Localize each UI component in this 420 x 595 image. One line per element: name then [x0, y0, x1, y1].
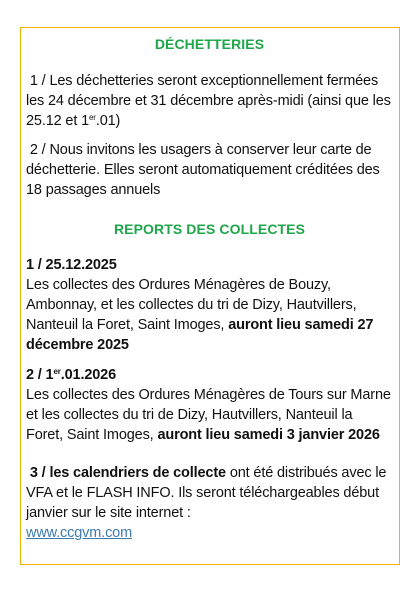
reports-item-3 — [26, 463, 393, 543]
item-text: Les collectes des Ordures Ménagères de Tours sur Marne et les collectes du tri de Dizy, Hautvillers, Nanteuil la Foret, Saint Imoges, — [26, 387, 391, 443]
superscript: er — [53, 367, 61, 376]
item-number: 2 / — [29, 142, 46, 158]
item-date: auront lieu samedi 3 janvier 2026 — [157, 427, 380, 443]
notice-content — [26, 35, 393, 543]
reports-title: REPORTS DES COLLECTES — [113, 221, 306, 237]
item-number: 1 / — [29, 73, 46, 89]
notice-frame — [20, 27, 400, 565]
dechetteries-item-2 — [26, 140, 393, 200]
item-text-end: .01) — [95, 113, 121, 129]
item-text: ont été distribués avec le VFA et le FLASH INFO. Ils seront téléchargeables début janvier sur le site internet : — [26, 465, 387, 521]
reports-item-2 — [26, 365, 393, 445]
dechetteries-item-1 — [26, 71, 393, 131]
item-heading: 1 / 25.12.2025 — [26, 257, 117, 273]
superscript: er — [89, 113, 96, 122]
item-text: Les collectes des Ordures Ménagères de Bouzy, Ambonnay, et les collectes du tri de Dizy, Hautvillers, Nanteuil la Foret, Saint Imoges, — [26, 277, 357, 333]
item-heading-end: .01.2026 — [60, 367, 116, 383]
website-link[interactable]: www.ccgvm.com — [26, 525, 133, 541]
item-date: auront lieu samedi 27 décembre 2025 — [26, 317, 374, 353]
dechetteries-title: DÉCHETTERIES — [154, 36, 265, 52]
item-heading: 3 / les calendriers de collecte — [29, 465, 226, 481]
item-text: Nous invitons les usagers à conserver leur carte de déchetterie. Elles seront automatiquement créditées des 18 passages annuels — [26, 142, 380, 198]
item-text: Les déchetteries seront exceptionnellement fermées les 24 décembre et 31 décembre après-midi (ainsi que les 25.12 et 1 — [26, 73, 391, 129]
reports-item-1 — [26, 255, 393, 355]
item-heading: 2 / 1 — [26, 367, 54, 383]
